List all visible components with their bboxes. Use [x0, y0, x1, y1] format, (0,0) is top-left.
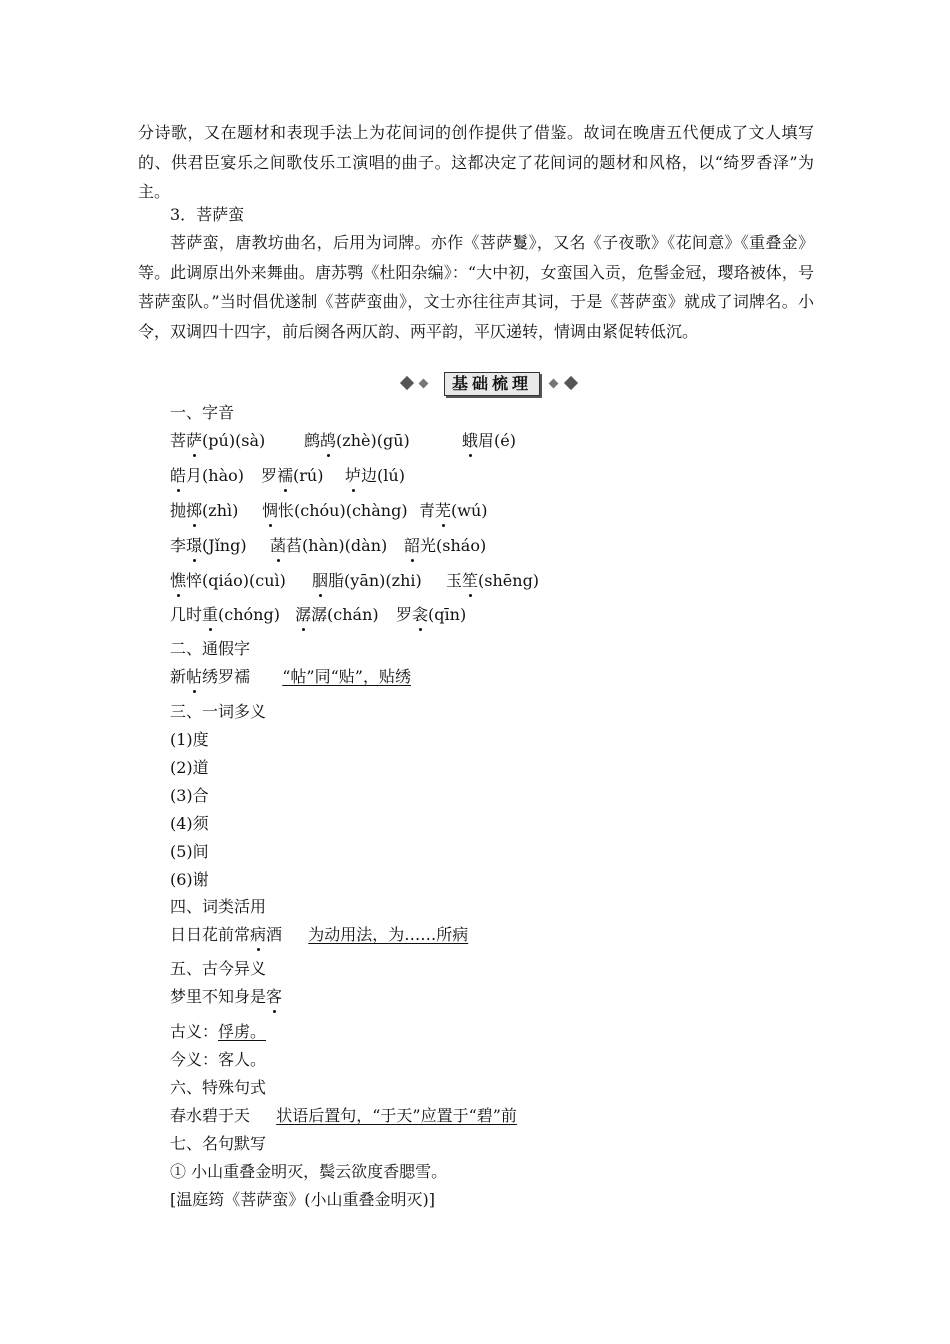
- tongjia-text: 新帖绣罗襦: [170, 667, 251, 686]
- section-heading-pusaman: 3．菩萨蛮: [170, 205, 245, 224]
- intro-paragraph: 分诗歌，又在题材和表现手法上为花间词的创作提供了借鉴。故词在晚唐五代便成了文人填写的、供君臣宴乐之间歌伎乐工演唱的曲子。这都决定了花间词的题材和风格，以“绮罗香泽”为主。: [138, 123, 814, 201]
- tongjia-answer: “帖”同“贴”，贴绣: [282, 667, 411, 686]
- duoyi-item: (2)道: [170, 758, 209, 777]
- pinyin: (sháo): [436, 536, 487, 555]
- heading-gujin: 五、古今异义: [170, 959, 267, 978]
- pinyin: (Jǐng): [202, 536, 247, 555]
- pronunciation-item: 惆怅(chóu)(chàng): [262, 501, 408, 520]
- pinyin: (zhè)(gū): [336, 431, 410, 450]
- pinyin: (lú): [377, 466, 405, 485]
- cilei-text: 日日花前常病酒: [170, 925, 283, 944]
- pinyin: (hào): [202, 466, 244, 485]
- pronunciation-item: 憔悴(qiáo)(cuì): [170, 571, 286, 590]
- mingju-line: ① 小山重叠金明灭，鬓云欲度香腮雪。: [170, 1162, 448, 1181]
- pinyin: (zhì): [202, 501, 239, 520]
- pronunciation-item: 罗襦(rú): [261, 466, 324, 485]
- gujin-jin-row: 今义：客人。: [170, 1050, 267, 1069]
- diamond-icon: [549, 379, 559, 389]
- pronunciation-item: 鹧鸪(zhè)(gū): [304, 431, 410, 450]
- pinyin: (wú): [451, 501, 488, 520]
- section-banner: [400, 372, 590, 396]
- pronunciation-item: 李璟(Jǐng): [170, 536, 247, 555]
- pinyin: (rú): [293, 466, 324, 485]
- pronunciation-item: 皓月(hào): [170, 466, 244, 485]
- teshu-sentence: 春水碧于天: [170, 1106, 251, 1125]
- pusaman-paragraph: 菩萨蛮，唐教坊曲名，后用为词牌。亦作《菩萨鬘》，又名《子夜歌》《花间意》《重叠金》等。此调原出外来舞曲。唐苏鹗《杜阳杂编》：“大中初，女蛮国入贡，危髻金冠，璎珞被体，号菩萨蛮队。”当时倡优遂制《菩萨蛮曲》，文士亦往往声其词，于是《菩萨蛮》就成了词牌名。小令，双调四十四字，前后阕各两仄韵、两平韵，平仄递转，情调由紧促转低沉。: [138, 233, 814, 341]
- duoyi-item: (5)间: [170, 842, 209, 861]
- duoyi-item: (4)须: [170, 814, 209, 833]
- pronunciation-item: 蛾眉(é): [462, 431, 516, 450]
- diamond-icon: [419, 379, 429, 389]
- pinyin: (qiáo)(cuì): [202, 571, 286, 590]
- tongjia-row: [170, 666, 411, 688]
- teshu-row: [170, 1105, 517, 1127]
- gu-answer: 俘虏。: [218, 1022, 267, 1041]
- pronunciation-item: 垆边(lú): [345, 466, 405, 485]
- pronunciation-item: 胭脂(yān)(zhi): [312, 571, 422, 590]
- duoyi-item: (6)谢: [170, 870, 209, 889]
- heading-cilei: 四、词类活用: [170, 897, 267, 916]
- pronunciation-item: 青芜(wú): [419, 501, 488, 520]
- diamond-icon: [564, 376, 578, 390]
- heading-tongjia: 二、通假字: [170, 639, 251, 658]
- pinyin: (chóu)(chàng): [294, 501, 408, 520]
- heading-duoyi: 三、一词多义: [170, 702, 267, 721]
- teshu-answer: 状语后置句，“于天”应置于“碧”前: [276, 1106, 517, 1125]
- pinyin: (shēng): [478, 571, 540, 590]
- pinyin: (é): [494, 431, 516, 450]
- heading-mingju: 七、名句默写: [170, 1134, 267, 1153]
- duoyi-item: (3)合: [170, 786, 209, 805]
- cilei-answer: 为动用法，为……所病: [308, 925, 469, 944]
- pinyin: (hàn)(dàn): [302, 536, 388, 555]
- pronunciation-item: 菡萏(hàn)(dàn): [270, 536, 388, 555]
- pinyin: (chán): [327, 605, 379, 624]
- diamond-icon: [400, 376, 414, 390]
- pronunciation-item: 罗衾(qīn): [396, 605, 467, 624]
- pronunciation-item: 几时重(chóng): [170, 605, 280, 624]
- gu-label: 古义：: [170, 1022, 219, 1041]
- duoyi-item: (1)度: [170, 730, 209, 749]
- pronunciation-item: 玉笙(shēng): [446, 571, 540, 590]
- pronunciation-item: 菩萨(pú)(sà): [170, 431, 266, 450]
- cilei-row: [170, 924, 468, 946]
- pinyin: (yān)(zhi): [344, 571, 422, 590]
- heading-teshu: 六、特殊句式: [170, 1078, 267, 1097]
- pinyin: (qīn): [428, 605, 467, 624]
- pronunciation-item: 韶光(sháo): [404, 536, 487, 555]
- heading-pronunciation: 一、字音: [170, 403, 235, 422]
- pinyin: (chóng): [218, 605, 280, 624]
- pronunciation-item: 潺潺(chán): [295, 605, 379, 624]
- mingju-source: [温庭筠《菩萨蛮》(小山重叠金明灭)]: [170, 1190, 435, 1209]
- gujin-row: 梦里不知身是客: [170, 987, 283, 1006]
- banner-title: 基础梳理: [444, 372, 540, 396]
- pronunciation-item: 抛掷(zhì): [170, 501, 239, 520]
- pinyin: (pú)(sà): [202, 431, 266, 450]
- gujin-gu-row: [170, 1021, 266, 1043]
